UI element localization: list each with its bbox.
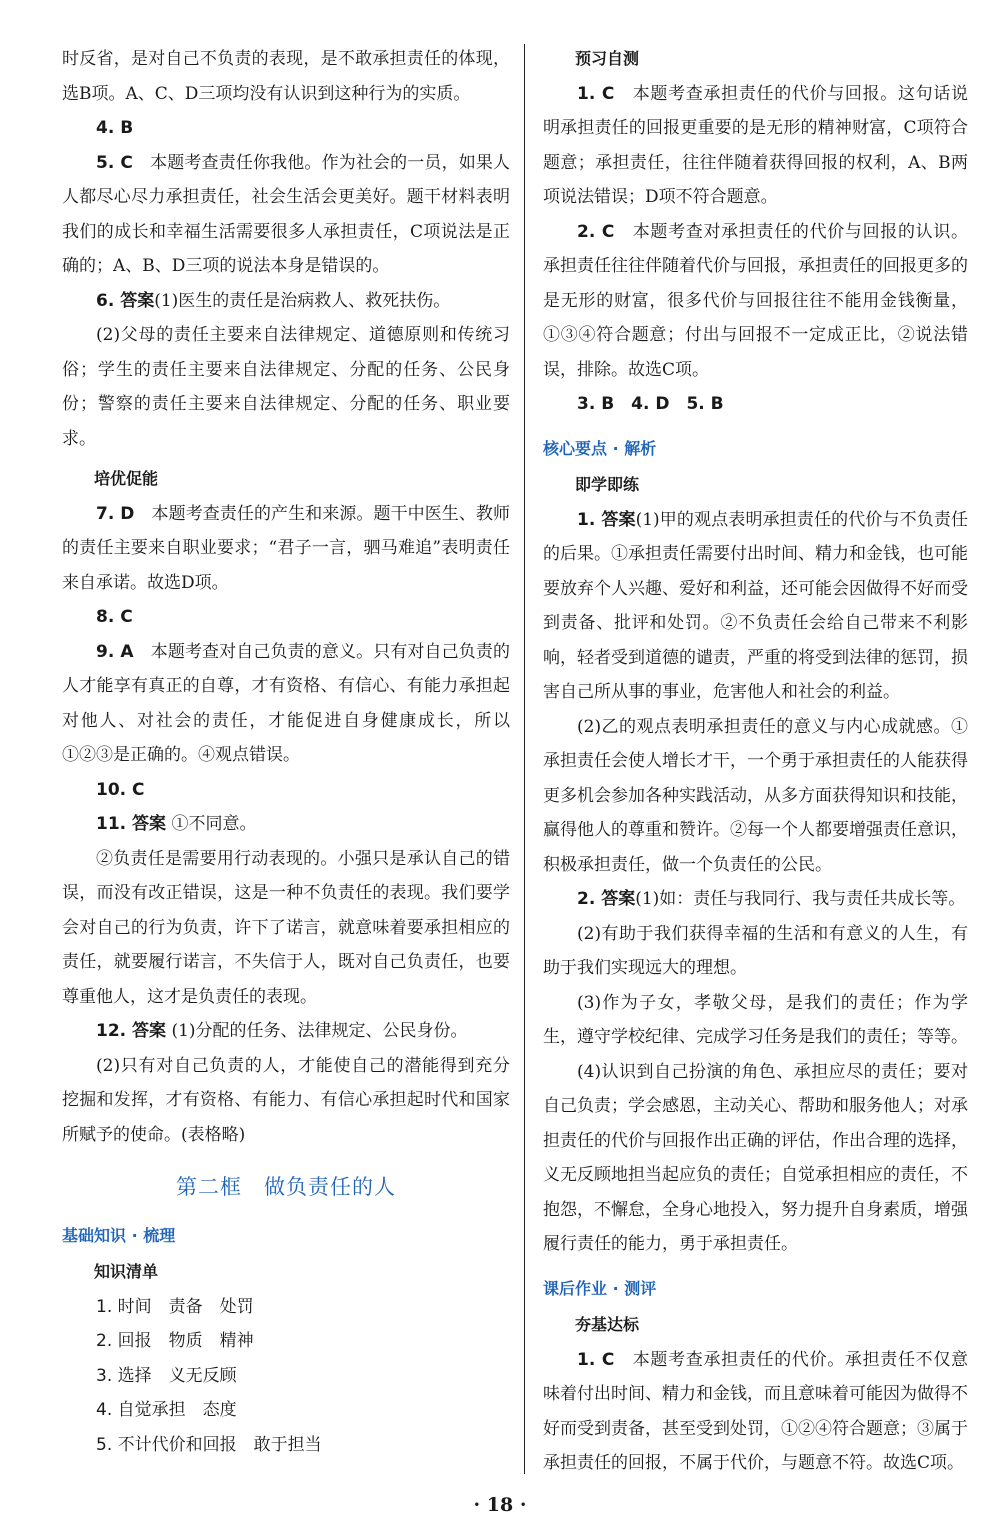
answer-number: 2. 答案 <box>577 889 636 909</box>
answer-text: (1)医生的责任是治病救人、救死扶伤。 <box>154 290 451 311</box>
answer-item <box>543 1343 968 1481</box>
knowledge-list <box>62 1290 510 1463</box>
left-column <box>62 42 510 1462</box>
answer-text: 本题考查承担责任的代价。承担责任不仅意味着付出时间、精力和金钱，而且意味着可能因为做得不好而受到责备，甚至受到处罚，①②④符合题意；③属于承担责任的回报，不属于代价，与题意不符。故选C项。 <box>543 1349 969 1473</box>
answer-item <box>62 600 510 635</box>
answer-item <box>543 215 968 388</box>
answer-number: 1. C <box>577 83 615 104</box>
answer-text: (2)只有对自己负责的人，才能使自己的潜能得到充分挖掘和发挥，才有资格、有能力、有信心承担起时代和国家所赋予的使命。(表格略) <box>62 1055 510 1145</box>
answer-number: 6. 答案 <box>96 290 155 311</box>
answer-item <box>62 111 510 146</box>
answer-number: 10. C <box>96 779 145 800</box>
answer-text: (2)有助于我们获得幸福的生活和有意义的人生，有助于我们实现远大的理想。 <box>543 923 968 978</box>
list-item: 4. 自觉承担 态度 <box>96 1400 237 1420</box>
subsection-heading: 预习自测 <box>575 49 640 68</box>
answer-number: 12. 答案 <box>96 1021 167 1041</box>
list-item: 2. 回报 物质 精神 <box>96 1331 254 1351</box>
page-number: · 18 · <box>473 1494 527 1516</box>
answer-item <box>62 284 510 319</box>
answer-text: ①不同意。 <box>171 814 257 834</box>
answer-number: 5. C <box>96 152 133 173</box>
answer-item <box>62 807 510 842</box>
answer-item <box>62 146 510 284</box>
subsection-heading: 知识清单 <box>94 1262 159 1281</box>
answer-number: 4. B <box>96 118 134 138</box>
answer-text: (2)父母的责任主要来自法律规定、道德原则和传统习俗；学生的责任主要来自法律规定、分配的任务、公民身份；警察的责任主要来自法律规定、分配的任务、职业要求。 <box>62 325 510 449</box>
answer-text: (4)认识到自己扮演的角色、承担应尽的责任；要对自己负责；学会感恩，主动关心、帮助和服务他人；对承担责任的代价与回报作出正确的评估，作出合理的选择，义无反顾地担当起应负的责任；自觉承担相应的责任，不抱怨，不懈怠，全身心地投入，努力提升自身素质，增强履行责任的能力，勇于承担责任。 <box>543 1061 968 1254</box>
answer-text: 本题考查承担责任的代价与回报。这句话说明承担责任的回报更重要的是无形的精神财富，C项符合题意；承担责任，往往伴随着获得回报的权利，A、B两项说法错误；D项不符合题意。 <box>543 83 969 207</box>
answer-text: (2)乙的观点表明承担责任的意义与内心成就感。①承担责任会使人增长才干，一个勇于承担责任的人能获得更多机会参加各种实践活动，从多方面获得知识和技能，赢得他人的尊重和赞许。②每一个人都要增强责任意识，积极承担责任，做一个负责任的公民。 <box>543 716 968 875</box>
answer-number: 2. C <box>577 221 615 242</box>
list-item: 1. 时间 责备 处罚 <box>96 1296 254 1317</box>
answer-number: 8. C <box>96 607 133 627</box>
answer-item <box>62 1014 510 1049</box>
list-item: 3. 选择 义无反顾 <box>96 1365 237 1386</box>
list-item: 5. 不计代价和回报 敢于担当 <box>96 1434 322 1455</box>
column-divider <box>524 44 525 1474</box>
subsection-heading: 即学即练 <box>575 475 640 494</box>
answer-text: (3)作为子女，孝敬父母，是我们的责任；作为学生，遵守学校纪律、完成学习任务是我们的责任；等等。 <box>543 992 968 1047</box>
answer-item <box>62 635 510 773</box>
subsection-heading: 夯基达标 <box>575 1315 640 1334</box>
answer-number: 7. D <box>96 503 135 524</box>
subsection-heading: 培优促能 <box>94 469 159 488</box>
answer-text: ②负责任是需要用行动表现的。小强只是承认自己的错误，而没有改正错误，这是一种不负责任的表现。我们要学会对自己的行为负责，许下了诺言，就意味着要承担相应的责任，就要履行诺言，不失信于人，既对自己负责任，也要尊重他人，这才是负责任的表现。 <box>62 848 510 1007</box>
answer-item <box>62 497 510 601</box>
answer-text: 本题考查对自己负责的意义。只有对自己负责的人才能享有真正的自尊，才有资格、有信心、有能力承担起对他人、对社会的责任，才能促进自身健康成长，所以①②③是正确的。④观点错误。 <box>62 641 511 765</box>
answer-number: 3. B 4. D 5. B <box>577 394 724 414</box>
answer-item <box>543 387 968 422</box>
answer-text: 本题考查责任的产生和来源。题干中医生、教师的责任主要来自职业要求；“君子一言，驷马难追”表明责任来自承诺。故选D项。 <box>62 503 510 593</box>
answer-item <box>543 503 968 710</box>
section-title: 第二框 做负责任的人 <box>176 1175 396 1199</box>
answer-text: (1)如：责任与我同行、我与责任共成长等。 <box>635 889 966 909</box>
answer-text: (1)甲的观点表明承担责任的代价与不负责任的后果。①承担责任需要付出时间、精力和金钱，也可能要放弃个人兴趣、爱好和利益，还可能会因做得不好而受到责备、批评和处罚。②不负责任会给自己带来不利影响，轻者受到道德的谴责，严重的将受到法律的惩罚，损害自己所从事的事业，危害他人和社会的利益。 <box>543 509 968 702</box>
answer-text: 本题考查对承担责任的代价与回报的认识。承担责任往往伴随着代价与回报，承担责任的回报更多的是无形的财富，很多代价与回报往往不能用金钱衡量，①③④符合题意；付出与回报不一定成正比，②说法错误，排除。故选C项。 <box>543 221 969 380</box>
answer-text: (1)分配的任务、法律规定、公民身份。 <box>171 1021 468 1041</box>
answer-text: 本题考查责任你我他。作为社会的一员，如果人人都尽心尽力承担责任，社会生活会更美好。题干材料表明我们的成长和幸福生活需要很多人承担责任，C项说法是正确的；A、B、D三项的说法本身是错误的。 <box>62 152 511 276</box>
answer-number: 9. A <box>96 641 134 662</box>
answer-number: 11. 答案 <box>96 814 167 834</box>
answer-item <box>62 773 510 808</box>
right-column <box>543 42 968 1481</box>
answer-text: 时反省，是对自己不负责的表现，是不敢承担责任的体现，选B项。A、C、D三项均没有认识到这种行为的实质。 <box>62 49 510 104</box>
answer-number: 1. 答案 <box>577 509 636 530</box>
section-heading-core: 核心要点 · 解析 <box>543 438 657 458</box>
answer-item <box>543 77 968 215</box>
section-heading-basic: 基础知识 · 梳理 <box>62 1225 176 1245</box>
answer-number: 1. C <box>577 1349 615 1370</box>
answer-item <box>543 882 968 917</box>
section-heading-homework: 课后作业 · 测评 <box>543 1278 657 1298</box>
